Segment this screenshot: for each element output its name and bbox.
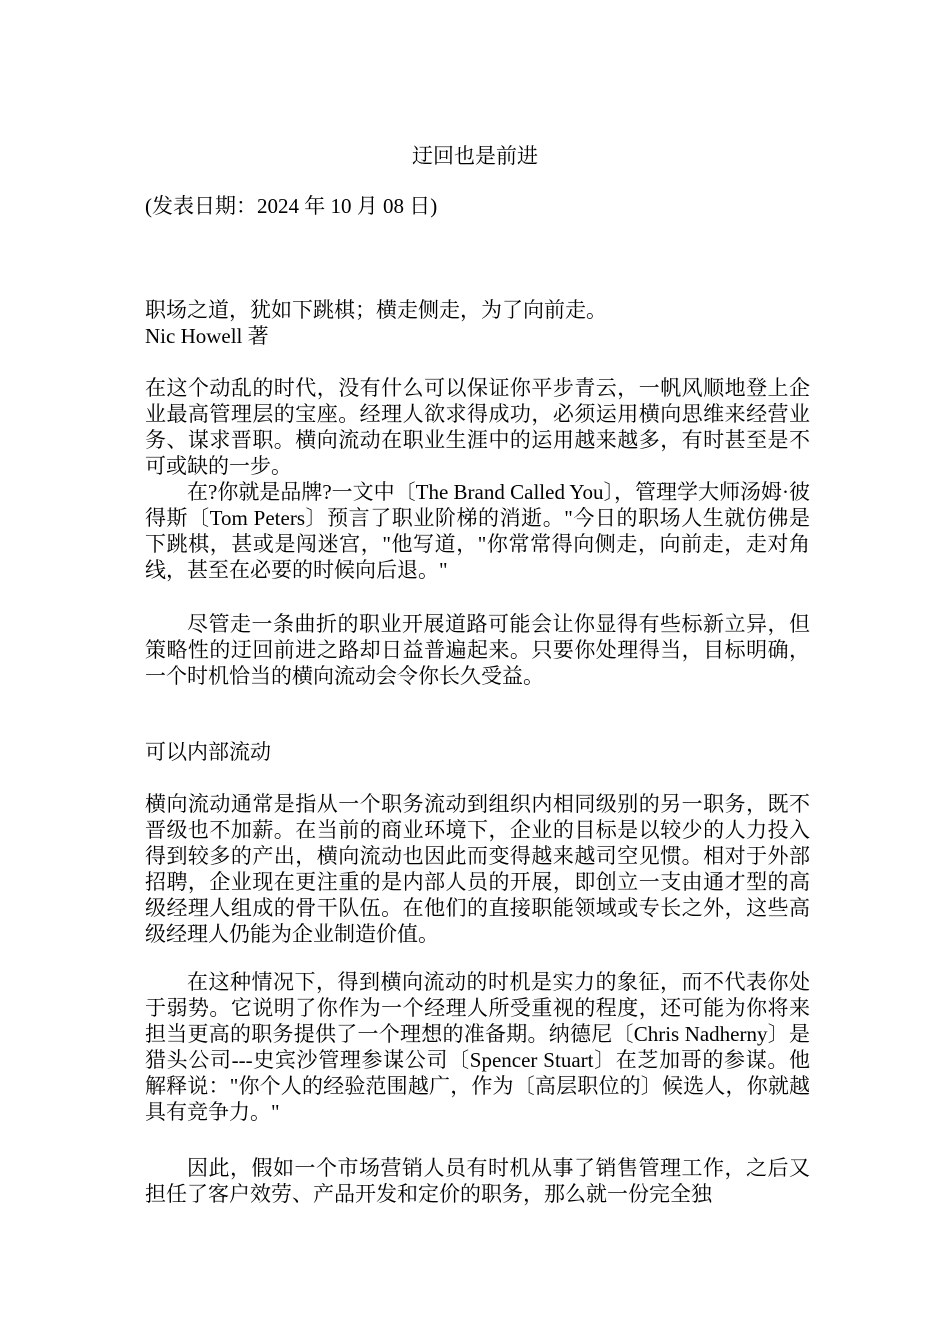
section-heading: 可以内部流动 [145, 740, 271, 764]
paragraph-5: 在这种情况下，得到横向流动的时机是实力的象征，而不代表你处于弱势。它说明了你作为一个经理人所受重视的程度，还可能为你将来担当更高的职务提供了一个理想的准备期。纳德尼〔Chris Nadherny〕是猎头公司---史宾沙管理参谋公司〔Spencer Stuart〕在芝加哥的参谋。他解释说："你个人的经验范围越广，作为〔高层职位的〕候选人，你就越具有竞争力。" [145, 970, 810, 1124]
document-title: 迂回也是前进 [412, 144, 538, 168]
paragraph-1: 在这个动乱的时代，没有什么可以保证你平步青云，一帆风顺地登上企业最高管理层的宝座。经理人欲求得成功，必须运用横向思维来经营业务、谋求晋职。横向流动在职业生涯中的运用越来越多，有时甚至是不可或缺的一步。 [145, 376, 810, 478]
paragraph-2: 在?你就是品牌?一文中〔The Brand Called You〕，管理学大师汤姆·彼得斯〔Tom Peters〕预言了职业阶梯的消逝。"今日的职场人生就仿佛是下跳棋，甚或是闯迷宫，"他写道，"你常常得向侧走，向前走，走对角线，甚至在必要的时候向后退。" [145, 480, 810, 582]
publish-date: (发表日期：2024 年 10 月 08 日) [145, 194, 438, 218]
paragraph-6: 因此，假如一个市场营销人员有时机从事了销售管理工作，之后又担任了客户效劳、产品开发和定价的职务，那么就一份完全独 [145, 1156, 810, 1206]
paragraph-3: 尽管走一条曲折的职业开展道路可能会让你显得有些标新立异，但策略性的迂回前进之路却日益普遍起来。只要你处理得当，目标明确，一个时机恰当的横向流动会令你长久受益。 [145, 612, 810, 688]
document-author: Nic Howell 著 [145, 324, 269, 348]
document-subtitle: 职场之道，犹如下跳棋；横走侧走，为了向前走。 [145, 298, 607, 322]
paragraph-4: 横向流动通常是指从一个职务流动到组织内相同级别的另一职务，既不晋级也不加薪。在当前的商业环境下，企业的目标是以较少的人力投入得到较多的产出，横向流动也因此而变得越来越司空见惯。相对于外部招聘，企业现在更注重的是内部人员的开展，即创立一支由通才型的高级经理人组成的骨干队伍。在他们的直接职能领域或专长之外，这些高级经理人仍能为企业制造价值。 [145, 792, 810, 946]
